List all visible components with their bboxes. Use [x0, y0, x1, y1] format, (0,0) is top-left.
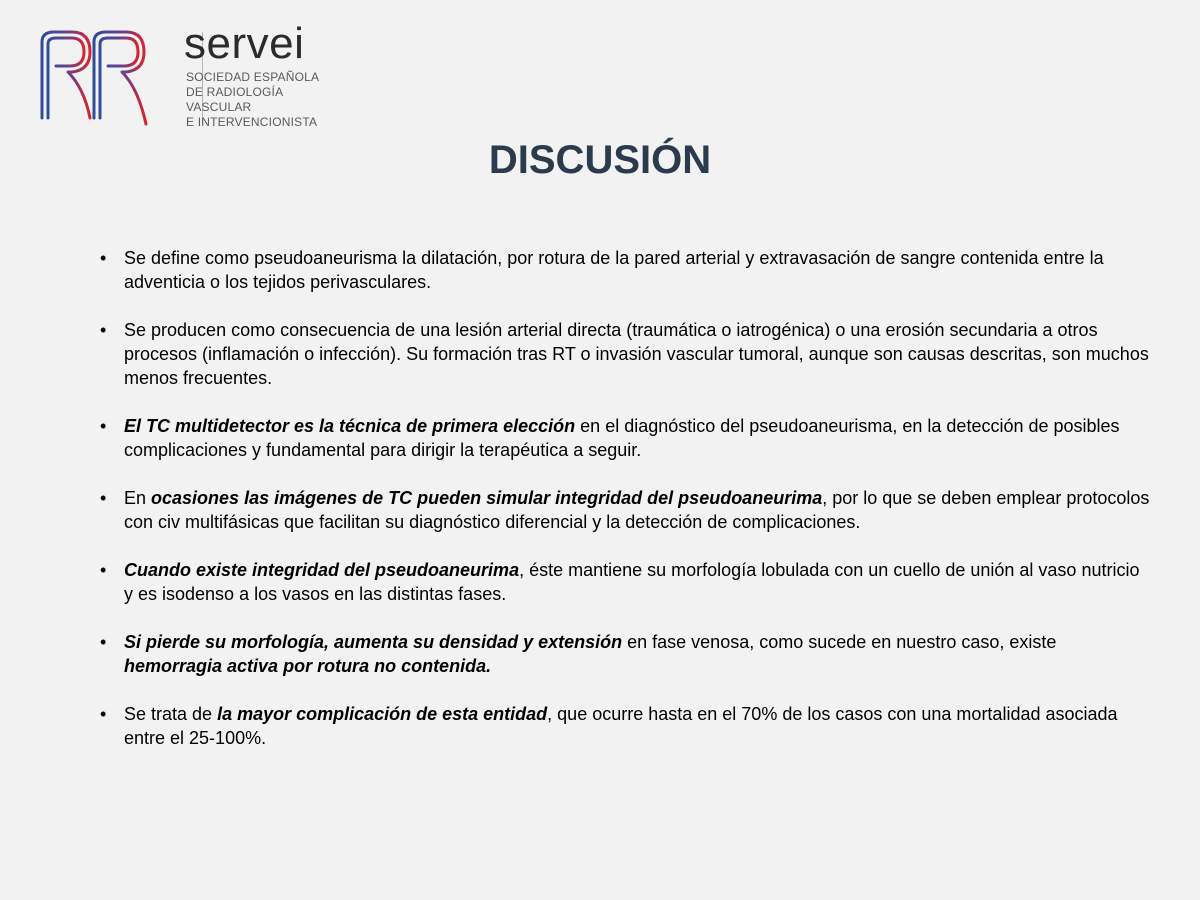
- bullet-item: [100, 246, 1150, 294]
- logo-subtitle-line: SOCIEDAD ESPAÑOLA: [186, 70, 320, 84]
- bullet-emphasis: ocasiones las imágenes de TC pueden simular integridad del pseudoaneurima: [151, 488, 823, 508]
- logo-subtitle-line: DE RADIOLOGÍA: [186, 85, 284, 99]
- bullet-emphasis: Cuando existe integridad del pseudoaneurima: [124, 560, 520, 580]
- bullet-item: [100, 630, 1150, 678]
- bullet-item: [100, 318, 1150, 390]
- bullet-text: Se define como pseudoaneurisma la dilatación, por rotura de la pared arterial y extravasación de sangre contenida entre la adventicia o los tejidos perivasculares.: [124, 248, 1104, 292]
- bullet-emphasis: El TC multidetector es la técnica de primera elección: [124, 416, 576, 436]
- bullet-item: [100, 702, 1150, 750]
- bullet-item: [100, 414, 1150, 462]
- bullet-text: en fase venosa, como sucede en nuestro caso, existe: [622, 632, 1057, 652]
- logo-subtitle-line: E INTERVENCIONISTA: [186, 115, 318, 129]
- bullet-item: [100, 558, 1150, 606]
- logo-subtitle-line: VASCULAR: [186, 100, 252, 114]
- bullet-text: Se trata de: [124, 704, 218, 724]
- bullet-emphasis: la mayor complicación de esta entidad: [217, 704, 548, 724]
- bullet-text: , por lo que se deben emplear protocolos con civ multifásicas que facilitan su diagnóstico diferencial y la detección de complicaciones.: [124, 488, 1150, 532]
- bullet-emphasis: Si pierde su morfología, aumenta su densidad y extensión: [124, 632, 623, 652]
- bullet-text: , que ocurre hasta en el 70% de los casos con una mortalidad asociada entre el 25-100%.: [124, 704, 1118, 748]
- servei-logo: [38, 19, 338, 129]
- bullet-text: en el diagnóstico del pseudoaneurisma, en la detección de posibles complicaciones y fundamental para dirigir la terapéutica a seguir.: [124, 416, 1120, 460]
- rr-monogram-icon: [38, 28, 150, 128]
- logo-wordmark: servei: [184, 19, 305, 68]
- page-title: DISCUSIÓN: [488, 138, 712, 182]
- bullet-item: [100, 486, 1150, 534]
- bullet-list: [100, 246, 1150, 774]
- logo-subtitle: [186, 70, 356, 130]
- bullet-text: En: [124, 488, 152, 508]
- bullet-emphasis: hemorragia activa por rotura no contenida.: [124, 656, 492, 676]
- bullet-text: Se producen como consecuencia de una lesión arterial directa (traumática o iatrogénica) o una erosión secundaria a otros procesos (inflamación o infección). Su formación tras RT o invasión vascular tumoral, aunque son causas descritas, son muchos menos frecuentes.: [124, 320, 1149, 388]
- bullet-text: , éste mantiene su morfología lobulada con un cuello de unión al vaso nutricio y es isodenso a los vasos en las distintas fases.: [124, 560, 1140, 604]
